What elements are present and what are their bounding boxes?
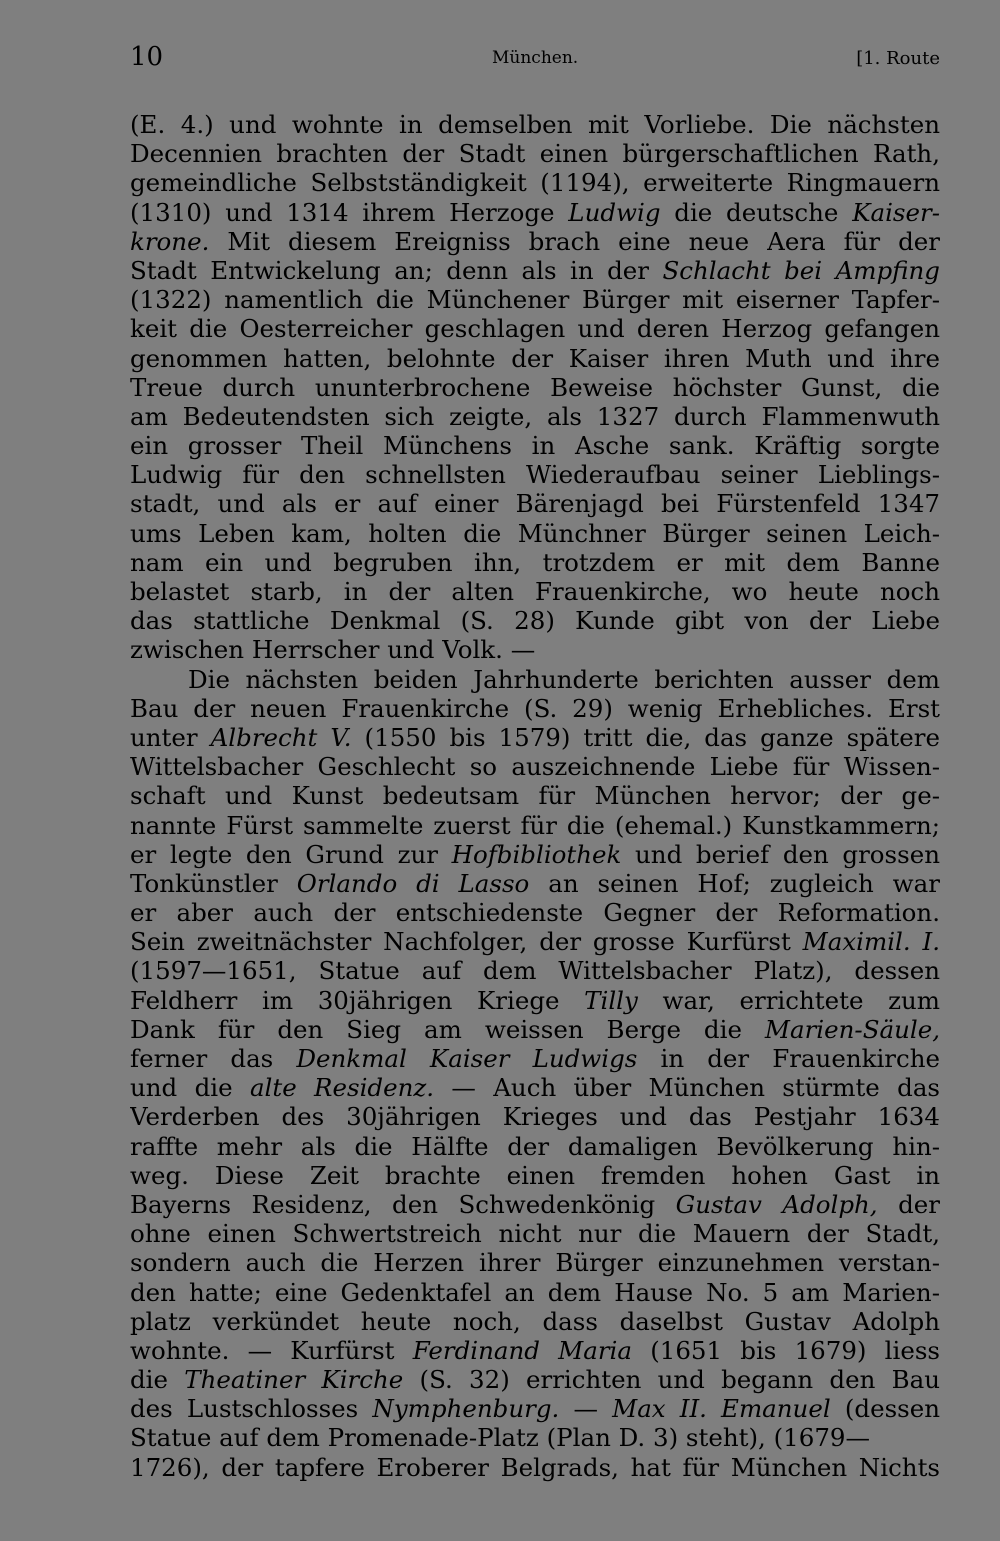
text-line	[130, 285, 940, 314]
text-segment: schaft und Kunst bedeutsam für München hervor; der ge-	[130, 781, 940, 811]
text-line	[130, 840, 940, 869]
text-segment: er legte den Grund zur	[130, 839, 452, 869]
text-segment: 1726), der tapfere Eroberer Belgrads, hat für München Nichts	[130, 1452, 940, 1482]
text-segment: nam ein und begruben ihn, trotzdem er mit dem Banne	[130, 547, 940, 577]
text-segment: Bau der neuen Frauenkirche (S. 29) wenig Erhebliches. Erst	[130, 693, 940, 723]
text-line	[130, 1248, 940, 1277]
text-line	[130, 606, 940, 635]
text-line	[130, 1044, 940, 1073]
text-segment: nannte Fürst sammelte zuerst für die (ehemal.) Kunstkammern;	[130, 810, 940, 840]
text-segment: stadt, und als er auf einer Bärenjagd bei Fürstenfeld 1347	[130, 489, 940, 519]
text-segment: am Bedeutendsten sich zeigte, als 1327 durch Flammenwuth	[130, 401, 940, 431]
text-segment: Ludwig für den schnellsten Wiederaufbau seiner Lieblings-	[130, 460, 940, 490]
italic-text: Denkmal Kaiser Ludwigs	[296, 1044, 638, 1073]
italic-text: Theatiner Kirche	[184, 1365, 404, 1395]
text-line	[130, 1190, 940, 1219]
route-label: [1. Route	[856, 48, 940, 69]
text-line	[130, 1336, 940, 1365]
text-line	[130, 1132, 940, 1161]
text-segment: ein grosser Theil Münchens in Asche sank. Kräftig sorgte	[130, 431, 940, 461]
text-segment: genommen hatten, belohnte der Kaiser ihren Muth und ihre	[130, 343, 940, 373]
text-line	[130, 898, 940, 927]
text-line	[130, 752, 940, 781]
italic-text: Schlacht bei Ampfing	[662, 255, 940, 285]
text-segment: (E. 4.) und wohnte in demselben mit Vorliebe. Die nächsten	[130, 110, 940, 139]
text-segment: (1322) namentlich die Münchener Bürger mit eiserner Tapfer-	[130, 285, 940, 315]
text-segment: ferner das	[130, 1044, 297, 1073]
text-segment: (1550 bis 1579) tritt die, das ganze spätere	[351, 722, 940, 752]
text-line	[130, 1365, 940, 1394]
text-segment: (dessen	[830, 1394, 940, 1424]
text-segment: war, errichtete zum	[637, 985, 940, 1015]
text-segment: —	[559, 1394, 613, 1424]
text-segment: unter	[130, 722, 211, 752]
text-segment: des Lustschlosses	[130, 1394, 373, 1424]
text-segment: gemeindliche Selbstständigkeit (1194), erweiterte Ringmauern	[130, 168, 940, 198]
text-line	[130, 723, 940, 752]
text-line	[130, 1453, 940, 1482]
italic-text: Max II. Emanuel	[612, 1394, 831, 1424]
text-line	[130, 1278, 940, 1307]
text-line	[130, 314, 940, 343]
text-line	[130, 548, 940, 577]
italic-text: Maximil. I.	[802, 927, 940, 957]
text-line	[130, 577, 940, 606]
text-segment: die deutsche	[660, 197, 853, 227]
text-segment: sondern auch die Herzen ihrer Bürger einzunehmen verstan-	[130, 1248, 940, 1278]
text-line	[130, 489, 940, 518]
italic-text: krone.	[130, 226, 210, 256]
text-segment: Feldherr im 30jährigen Kriege	[130, 985, 585, 1015]
text-segment: platz verkündet heute noch, dass daselbst Gustav Adolph	[130, 1306, 940, 1336]
text-segment: Decennien brachten der Stadt einen bürgerschaftlichen Rath,	[130, 139, 940, 169]
text-line	[130, 927, 940, 956]
text-line	[130, 1102, 940, 1131]
text-line	[130, 110, 940, 139]
italic-text: Tilly	[584, 985, 638, 1015]
text-line	[130, 344, 940, 373]
italic-text: alte Residenz.	[249, 1073, 435, 1103]
text-segment: Sein zweitnächster Nachfolger, der grosse Kurfürst	[130, 927, 803, 957]
page-number: 10	[130, 42, 164, 72]
text-line	[130, 373, 940, 402]
text-line	[130, 694, 940, 723]
text-segment: und berief den grossen	[621, 839, 940, 869]
text-segment: (1651 bis 1679) liess	[632, 1335, 940, 1365]
text-line	[130, 460, 940, 489]
text-line	[130, 1394, 940, 1423]
italic-text: Ferdinand Maria	[412, 1335, 632, 1365]
text-line	[130, 1307, 940, 1336]
page-header	[130, 42, 940, 78]
text-segment: (S. 32) errichten und begann den Bau	[403, 1365, 940, 1395]
text-segment: wohnte. — Kurfürst	[130, 1335, 413, 1365]
body-text	[130, 110, 940, 1482]
text-line	[130, 198, 940, 227]
text-line	[130, 635, 940, 664]
text-segment: Dank für den Sieg am weissen Berge die	[130, 1014, 765, 1044]
text-segment: Wittelsbacher Geschlecht so auszeichnende Liebe für Wissen-	[130, 752, 940, 782]
italic-text: Gustav Adolph,	[675, 1189, 878, 1219]
text-segment: (1597—1651, Statue auf dem Wittelsbacher Platz), dessen	[130, 956, 940, 986]
text-segment: keit die Oesterreicher geschlagen und deren Herzog gefangen	[130, 314, 940, 344]
text-line	[130, 781, 940, 810]
text-segment: zwischen Herrscher und Volk. —	[130, 635, 536, 665]
text-line	[130, 256, 940, 285]
text-line	[130, 1015, 940, 1044]
text-segment: Mit diesem Ereigniss brach eine neue Aera für der	[209, 226, 940, 256]
text-segment: weg. Diese Zeit brachte einen fremden hohen Gast in	[130, 1160, 940, 1190]
text-line	[130, 1073, 940, 1102]
text-segment: raffte mehr als die Hälfte der damaligen Bevölkerung hin-	[130, 1131, 940, 1161]
text-segment: ums Leben kam, holten die Münchner Bürger seinen Leich-	[130, 518, 940, 548]
text-segment: Die nächsten beiden Jahrhunderte berichten ausser dem	[188, 664, 940, 694]
text-segment: (1310) und 1314 ihrem Herzoge	[130, 197, 569, 227]
text-line	[130, 227, 940, 256]
text-line	[130, 168, 940, 197]
text-segment: Stadt Entwickelung an; denn als in der	[130, 255, 663, 285]
italic-text: Nymphenburg.	[372, 1394, 560, 1424]
text-segment: an seinen Hof; zugleich war	[529, 868, 940, 898]
text-segment: — Auch über München stürmte das	[434, 1073, 940, 1103]
italic-text: Marien-Säule,	[764, 1014, 940, 1044]
text-line	[130, 402, 940, 431]
text-segment: Treue durch ununterbrochene Beweise höchster Gunst, die	[130, 372, 940, 402]
text-segment: er aber auch der entschiedenste Gegner der Reformation.	[130, 898, 940, 928]
text-line	[130, 986, 940, 1015]
running-title: München.	[492, 48, 579, 68]
text-segment: Verderben des 30jährigen Krieges und das Pestjahr 1634	[130, 1102, 940, 1132]
italic-text: Ludwig	[568, 197, 661, 227]
text-line	[130, 665, 940, 694]
text-segment: Bayerns Residenz, den Schwedenkönig	[130, 1189, 676, 1219]
text-line	[130, 869, 940, 898]
text-segment: Statue auf dem Promenade-Platz (Plan D. 3) steht), (1679—	[130, 1423, 871, 1453]
italic-text: Orlando di Lasso	[296, 868, 530, 898]
text-segment: belastet starb, in der alten Frauenkirche, wo heute noch	[130, 577, 940, 606]
italic-text: Hofbibliothek	[451, 839, 622, 869]
text-segment: die	[130, 1365, 185, 1395]
text-segment: in der Frauenkirche	[637, 1044, 940, 1073]
text-segment: der	[877, 1189, 940, 1219]
italic-text: Kaiser-	[852, 197, 940, 227]
text-line	[130, 1423, 940, 1452]
text-line	[130, 139, 940, 168]
text-line	[130, 431, 940, 460]
text-line	[130, 1219, 940, 1248]
text-line	[130, 811, 940, 840]
text-segment: das stattliche Denkmal (S. 28) Kunde gibt von der Liebe	[130, 606, 940, 636]
text-line	[130, 956, 940, 985]
text-segment: Tonkünstler	[130, 868, 297, 898]
text-line	[130, 1161, 940, 1190]
text-line	[130, 519, 940, 548]
text-segment: und die	[130, 1073, 250, 1103]
italic-text: Albrecht V.	[210, 722, 352, 752]
text-segment: den hatte; eine Gedenktafel an dem Hause No. 5 am Marien-	[130, 1277, 940, 1307]
text-segment: ohne einen Schwertstreich nicht nur die Mauern der Stadt,	[130, 1219, 940, 1249]
